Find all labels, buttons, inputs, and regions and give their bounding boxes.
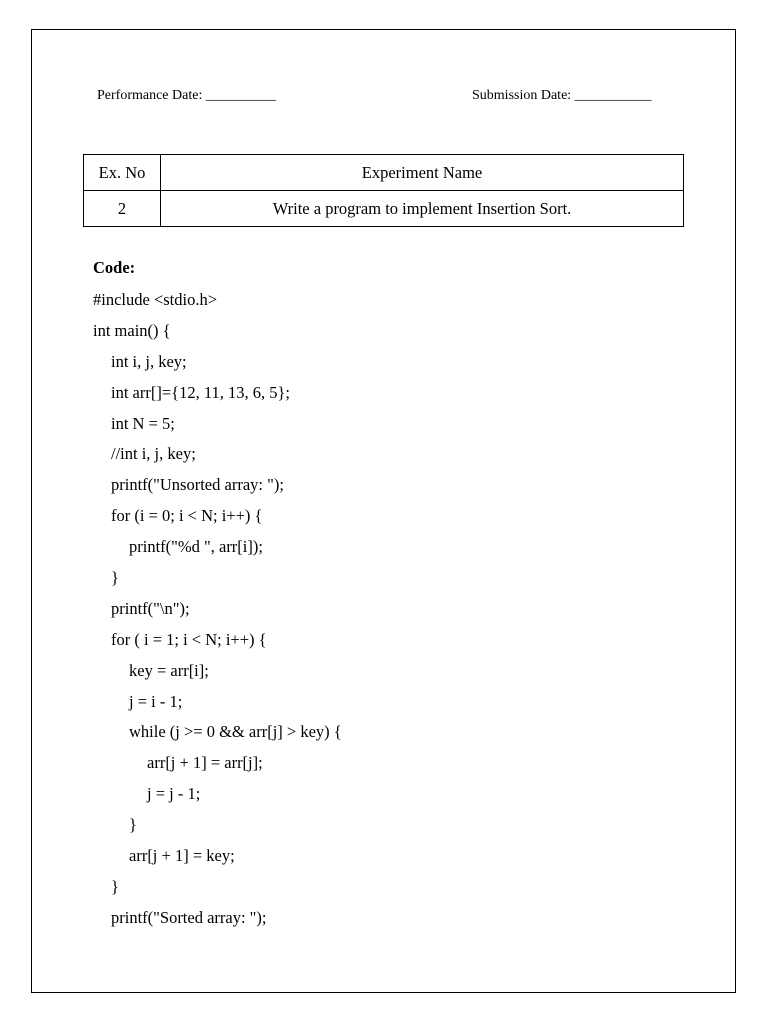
code-line: arr[j + 1] = key; <box>129 846 235 866</box>
code-line: printf("\n"); <box>111 598 190 618</box>
code-line: } <box>129 815 137 835</box>
cell-ex-no: 2 <box>84 191 161 227</box>
header-experiment-name: Experiment Name <box>161 155 684 191</box>
code-line: for ( i = 1; i < N; i++) { <box>111 629 267 649</box>
code-section <box>93 254 342 934</box>
code-line: int N = 5; <box>111 413 175 433</box>
code-line: } <box>111 568 119 588</box>
code-line: arr[j + 1] = arr[j]; <box>147 753 263 773</box>
code-line: for (i = 0; i < N; i++) { <box>111 506 263 526</box>
code-block <box>93 285 342 934</box>
table-row <box>84 191 684 227</box>
code-line: printf("Sorted array: "); <box>111 907 267 927</box>
table-header-row <box>84 155 684 191</box>
code-line: } <box>111 876 119 896</box>
code-line: while (j >= 0 && arr[j] > key) { <box>129 722 342 742</box>
code-line: key = arr[i]; <box>129 660 209 680</box>
header-ex-no: Ex. No <box>84 155 161 191</box>
code-line: int i, j, key; <box>111 351 187 371</box>
code-line: printf("Unsorted array: "); <box>111 475 284 495</box>
cell-experiment-name: Write a program to implement Insertion Sort. <box>161 191 684 227</box>
code-heading: Code: <box>93 258 136 277</box>
submission-date: Submission Date: ___________ <box>472 88 652 103</box>
performance-date: Performance Date: __________ <box>97 88 276 103</box>
code-line: //int i, j, key; <box>111 444 196 464</box>
code-line: #include <stdio.h> <box>93 290 218 309</box>
experiment-table <box>83 154 684 227</box>
code-line: j = i - 1; <box>129 691 183 711</box>
code-line: j = j - 1; <box>147 784 201 804</box>
code-line: printf("%d ", arr[i]); <box>129 537 263 557</box>
code-line: int arr[]={12, 11, 13, 6, 5}; <box>111 382 290 402</box>
code-line: int main() { <box>93 320 171 340</box>
